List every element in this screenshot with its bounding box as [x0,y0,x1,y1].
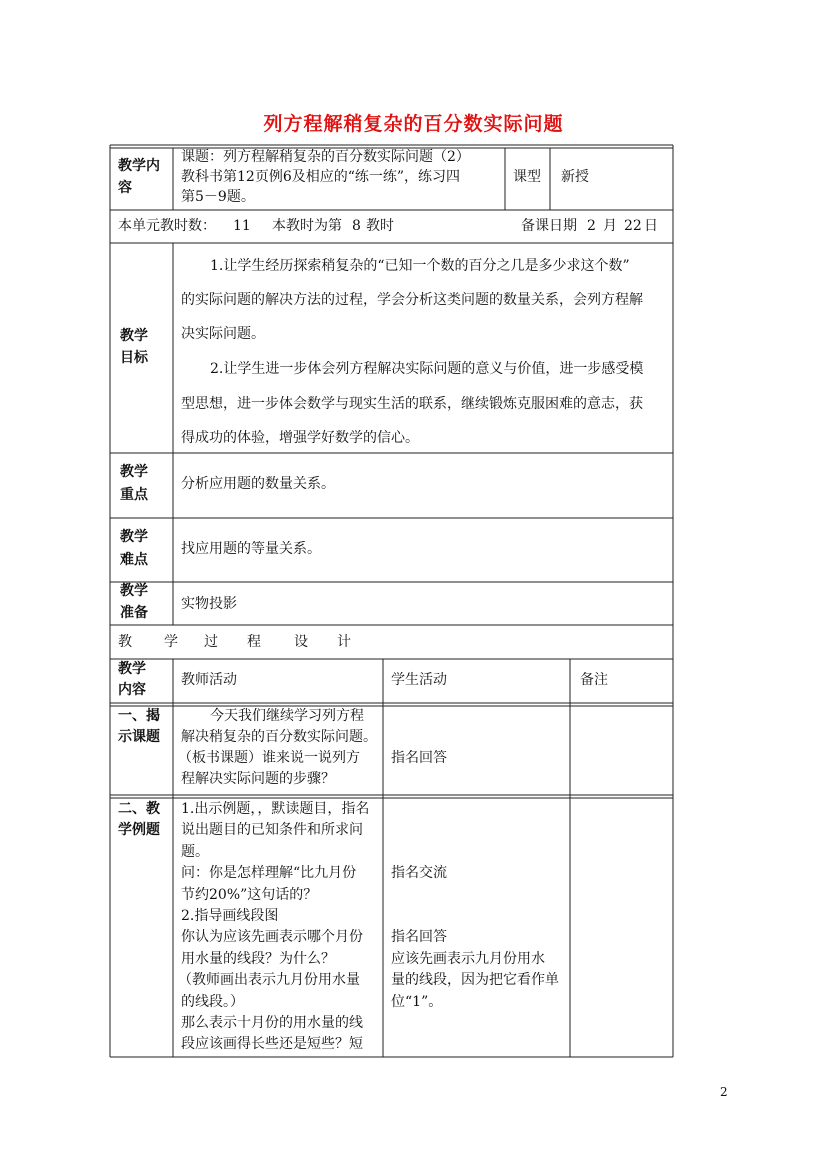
process-heading-char-5: 设 [294,634,308,650]
objective-1-line-2: 的实际问题的解决方法的过程，学会分析这类问题的数量关系，会列方程解 [181,292,643,308]
section2-teacher-line-1: 1.出示例题，，默读题目，指名 [181,801,370,817]
lesson-type-value: 新授 [561,169,589,185]
section2-student-activity-1: 指名交流 [391,865,447,881]
section2-teacher-line-9: （教师画出表示九月份用水量 [178,972,360,988]
section2-label-line2: 学例题 [118,822,160,838]
unit-total-label: 本单元教时数： [118,218,216,234]
section2-student-activity-2-line-3: 量的线段，因为把它看作单 [391,972,559,988]
objective-2-line-1: 2.让学生进一步体会列方程解决实际问题的意义与价值，进一步感受模 [210,361,644,377]
section1-label-line1: 一、揭 [118,708,160,724]
prep-date-day-unit: 日 [644,218,658,234]
section2-teacher-line-6: 2.指导画线段图 [181,908,279,924]
section2-label-line1: 二、教 [118,801,160,817]
process-heading-char-6: 计 [337,634,351,650]
notes-header: 备注 [580,672,608,688]
section2-teacher-line-2: 说出题目的已知条件和所求问 [181,822,363,838]
objective-2-line-2: 型思想，进一步体会数学与现实生活的联系，继续锻炼克服困难的意志，获 [181,396,643,412]
objectives-label-line1: 教学 [120,328,148,344]
difficulty-label-line1: 教学 [120,529,148,545]
key-point-label-line2: 重点 [120,487,148,503]
topic-line-2: 教科书第12页例6及相应的“练一练”，练习四 [181,169,461,185]
section1-teacher-line-1: 今天我们继续学习列方程 [210,708,364,724]
section2-teacher-line-11: 那么表示十月份的用水量的线 [181,1015,363,1031]
current-lesson-suffix: 教时 [366,218,394,234]
document-title: 列方程解稍复杂的百分数实际问题 [263,113,564,135]
student-activity-header: 学生活动 [391,672,447,688]
section1-teacher-line-4: 程解决实际问题的步骤？ [181,771,335,787]
section2-teacher-line-7: 你认为应该先画表示哪个月份 [181,929,363,945]
topic-line-1: 课题：列方程解稍复杂的百分数实际问题（2） [181,149,470,165]
topic-line-3: 第5－9题。 [181,189,255,205]
content-label-line2: 容 [118,180,132,196]
current-lesson-value: 8 [352,218,361,234]
section2-teacher-line-4: 问：你是怎样理解“比九月份 [181,865,357,881]
section2-student-activity-2-line-1: 指名回答 [391,929,447,945]
section1-teacher-line-3: （板书课题）谁来说一说列方 [178,750,360,766]
preparation-text: 实物投影 [181,596,237,612]
process-heading-char-4: 程 [247,634,261,650]
prep-date-month-unit: 月 [603,218,617,234]
current-lesson-label: 本教时为第 [272,218,342,234]
section2-teacher-line-8: 用水量的线段？为什么？ [181,951,335,967]
key-point-text: 分析应用题的数量关系。 [181,476,335,492]
preparation-label-line1: 教学 [120,583,148,599]
objective-2-line-3: 得成功的体验，增强学好数学的信心。 [181,430,419,446]
section1-student-activity: 指名回答 [391,750,447,766]
process-heading-char-1: 教 [118,634,132,650]
prep-date-month: 2 [587,218,596,234]
objective-1-line-1: 1.让学生经历探索稍复杂的“已知一个数的百分之几是多少求这个数” [210,258,630,274]
section1-teacher-line-2: 解决稍复杂的百分数实际问题。 [181,729,377,745]
prep-date-day: 22 [624,218,642,234]
teacher-activity-header: 教师活动 [181,672,237,688]
section1-label-line2: 示课题 [118,729,160,745]
difficulty-label-line2: 难点 [120,552,148,568]
page-number: 2 [720,1085,728,1099]
section2-student-activity-2-line-4: 位“1”。 [391,994,443,1010]
key-point-label-line1: 教学 [120,464,148,480]
process-heading-char-2: 学 [164,634,178,650]
process-content-label-line1: 教学 [118,661,146,677]
objective-1-line-3: 决实际问题。 [181,326,265,342]
section2-student-activity-2-line-2: 应该先画表示九月份用水 [391,951,545,967]
prep-date-label: 备课日期 [521,218,577,234]
content-label-line1: 教学内 [118,158,160,174]
lesson-type-label: 课型 [513,169,541,185]
process-content-label-line2: 内容 [118,682,146,698]
process-heading-char-3: 过 [204,634,218,650]
section2-teacher-line-3: 题。 [181,844,209,860]
difficulty-text: 找应用题的等量关系。 [181,541,321,557]
objectives-label-line2: 目标 [120,350,148,366]
preparation-label-line2: 准备 [120,605,148,621]
section2-teacher-line-5: 节约20%”这句话的？ [181,887,318,903]
section2-teacher-line-10: 的线段。） [181,994,244,1010]
unit-total-value: 11 [233,218,251,234]
section2-teacher-line-12: 段应该画得长些还是短些？短 [181,1036,363,1052]
